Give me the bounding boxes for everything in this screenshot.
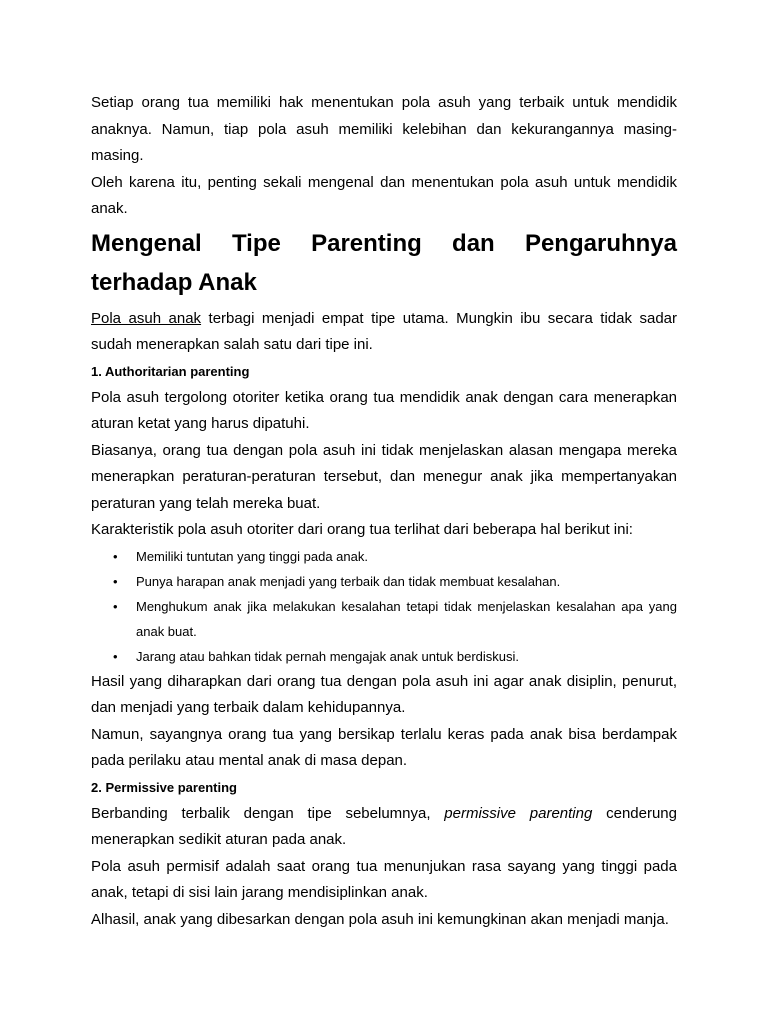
permissive-paragraph: Pola asuh permisif adalah saat orang tua menunjukan rasa sayang yang tinggi pada anak, tetapi di sisi lain jarang mendisiplinkan anak. <box>91 857 677 901</box>
permissive-subheading: 2. Permissive parenting <box>91 779 237 795</box>
document-page <box>91 90 677 933</box>
section-heading: Mengenal Tipe Parenting dan Pengaruhnya terhadap Anak <box>91 229 677 296</box>
authoritarian-subheading: 1. Authoritarian parenting <box>91 363 250 379</box>
list-item <box>91 594 677 644</box>
list-item <box>91 544 677 569</box>
list-item <box>91 569 677 594</box>
permissive-text-before: Berbanding terbalik dengan tipe sebelumnya, <box>91 804 445 822</box>
authoritarian-closing-paragraph: Namun, sayangnya orang tua yang bersikap terlalu keras pada anak bisa berdampak pada perilaku atau mental anak di masa depan. <box>91 725 677 769</box>
permissive-text-after: cenderung menerapkan sedikit aturan pada anak. <box>91 804 677 848</box>
intro-paragraph: Setiap orang tua memiliki hak menentukan pola asuh yang terbaik untuk mendidik anaknya. Namun, tiap pola asuh memiliki kelebihan dan kekurangannya masing-masing. <box>91 94 677 164</box>
lead-text: terbagi menjadi empat tipe utama. Mungkin ibu secara tidak sadar sudah menerapkan salah satu dari tipe ini. <box>91 309 677 353</box>
list-item-text: Memiliki tuntutan yang tinggi pada anak. <box>136 548 368 564</box>
bullet-icon: • <box>113 648 118 664</box>
intro-paragraph: Oleh karena itu, penting sekali mengenal dan menentukan pola asuh untuk mendidik anak. <box>91 173 677 217</box>
bullet-icon: • <box>113 573 118 589</box>
bullet-icon: • <box>113 548 118 564</box>
authoritarian-paragraph: Pola asuh tergolong otoriter ketika orang tua mendidik anak dengan cara menerapkan aturan ketat yang harus dipatuhi. <box>91 388 677 432</box>
authoritarian-paragraph: Biasanya, orang tua dengan pola asuh ini tidak menjelaskan alasan mengapa mereka menerapkan peraturan-peraturan tersebut, dan menegur anak jika mempertanyakan peraturan yang telah mereka buat. <box>91 441 677 512</box>
permissive-paragraph <box>91 801 677 854</box>
pola-asuh-anak-link[interactable]: Pola asuh anak <box>91 309 202 327</box>
lead-paragraph <box>91 306 677 359</box>
list-item-text: Menghukum anak jika melakukan kesalahan tetapi tidak menjelaskan kesalahan apa yang anak buat. <box>136 598 677 639</box>
characteristics-list <box>91 544 677 669</box>
list-item-text: Punya harapan anak menjadi yang terbaik dan tidak membuat kesalahan. <box>136 573 561 589</box>
permissive-parenting-term: permissive parenting <box>444 804 593 822</box>
permissive-paragraph: Alhasil, anak yang dibesarkan dengan pola asuh ini kemungkinan akan menjadi manja. <box>91 910 669 928</box>
bullet-icon: • <box>113 598 118 614</box>
list-item <box>91 644 677 669</box>
authoritarian-closing-paragraph: Hasil yang diharapkan dari orang tua dengan pola asuh ini agar anak disiplin, penurut, dan menjadi yang terbaik dalam kehidupannya. <box>91 672 677 716</box>
authoritarian-paragraph: Karakteristik pola asuh otoriter dari orang tua terlihat dari beberapa hal berikut ini: <box>91 521 633 538</box>
list-item-text: Jarang atau bahkan tidak pernah mengajak anak untuk berdiskusi. <box>136 648 520 664</box>
